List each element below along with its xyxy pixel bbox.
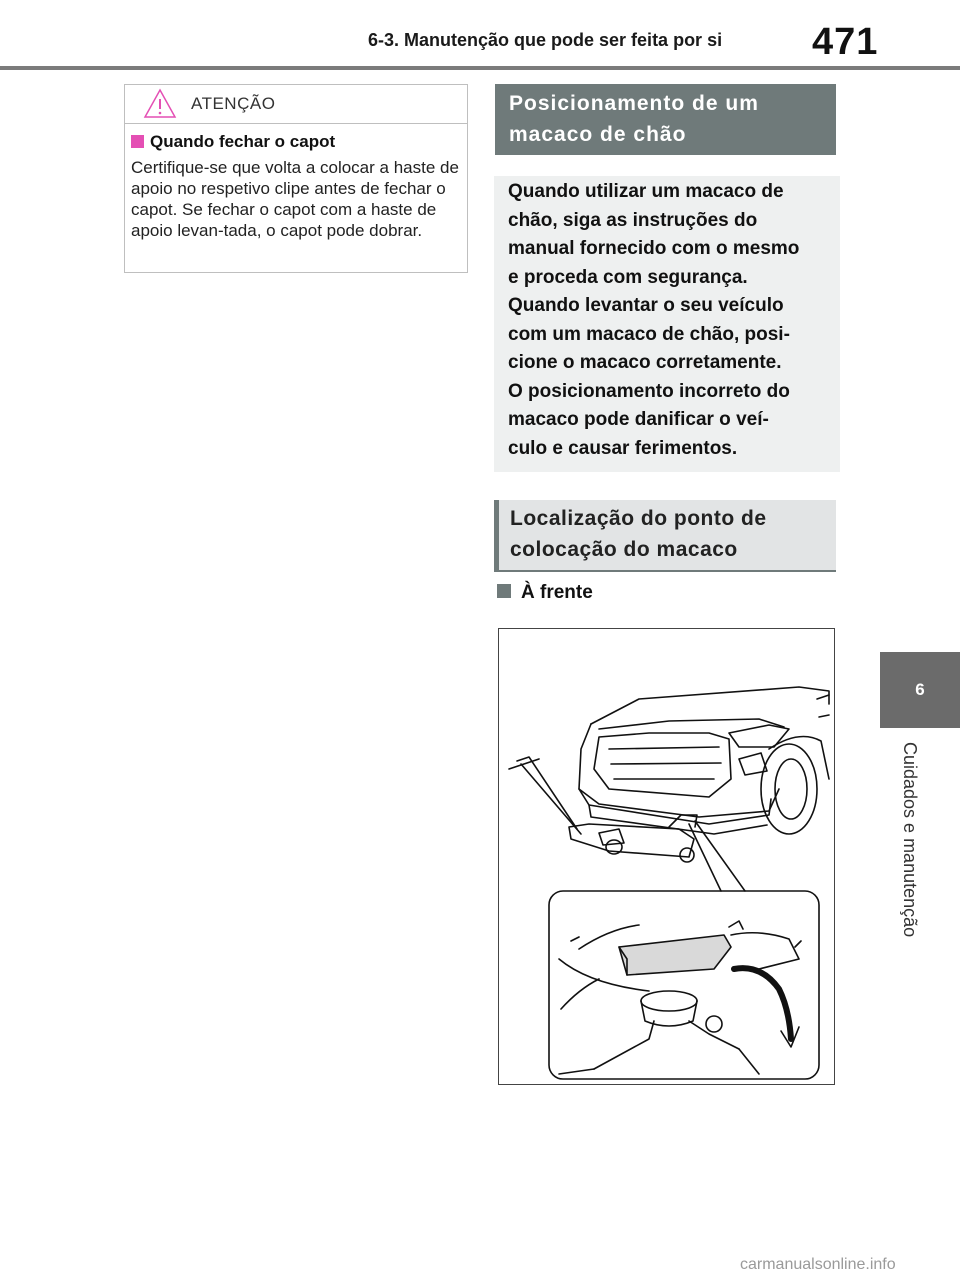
car-front [579,724,779,817]
jack-intro-text [508,178,830,463]
intro-line: e proceda com segurança. [508,266,748,288]
intro-line: com um macaco de chão, posi- [508,323,790,345]
warning-header [125,85,467,124]
chapter-number: 6 [915,680,925,699]
car-wheel [761,744,817,834]
jack-point-illustration [498,628,835,1085]
intro-line: macaco pode danificar o veí- [508,409,769,430]
intro-line: O posicionamento incorreto do [508,380,790,402]
intro-line: manual fornecido com o mesmo [508,238,800,259]
warning-title: ATENÇÃO [191,94,276,113]
intro-line: chão, siga as instruções do [508,209,758,231]
jack-point-plate [619,935,731,975]
car-grille [594,733,731,797]
watermark: carmanualsonline.info [740,1256,896,1273]
jack-intro-box [494,176,840,472]
location-section-heading [494,500,836,572]
front-subheading [497,582,593,604]
square-bullet-icon [497,584,511,598]
warning-box [124,84,468,273]
jack-illustration-svg [499,629,834,1084]
warning-subtitle-text: Quando fechar o capot [150,132,336,151]
header-divider [0,66,960,70]
heading-accent-bar [494,500,499,570]
jack-section-heading [495,84,836,155]
section-title: 6-3. Manutenção que pode ser feita por si [368,30,723,50]
jack-heading-line2: macaco de chão [509,123,687,146]
intro-line: culo e causar ferimentos. [508,437,738,459]
warning-triangle-icon [143,88,177,120]
intro-line: Quando utilizar um macaco de [508,181,784,202]
location-heading-line2: colocação do macaco [510,538,738,561]
warning-body: Certifique-se que volta a colocar a haste de apoio no respetivo clipe antes de fechar o capot. Se fechar o capot com a haste de apoio levan-tada, o capot pode dobrar. [131,158,459,240]
front-label-text: À frente [521,582,593,603]
intro-line: cione o macaco corretamente. [508,352,782,373]
floor-jack [569,824,694,857]
warning-subtitle [131,132,335,152]
jack-heading-line1: Posicionamento de um [509,92,759,115]
page-number: 471 [812,21,879,63]
car-hood [591,687,829,724]
intro-line: Quando levantar o seu veículo [508,295,784,316]
car-headlight [729,725,789,747]
jack-saddle [641,991,697,1011]
chapter-tab [880,652,960,728]
square-bullet-icon [131,135,144,148]
location-heading-line1: Localização do ponto de [510,507,767,530]
chapter-label: Cuidados e manutenção [900,742,920,938]
